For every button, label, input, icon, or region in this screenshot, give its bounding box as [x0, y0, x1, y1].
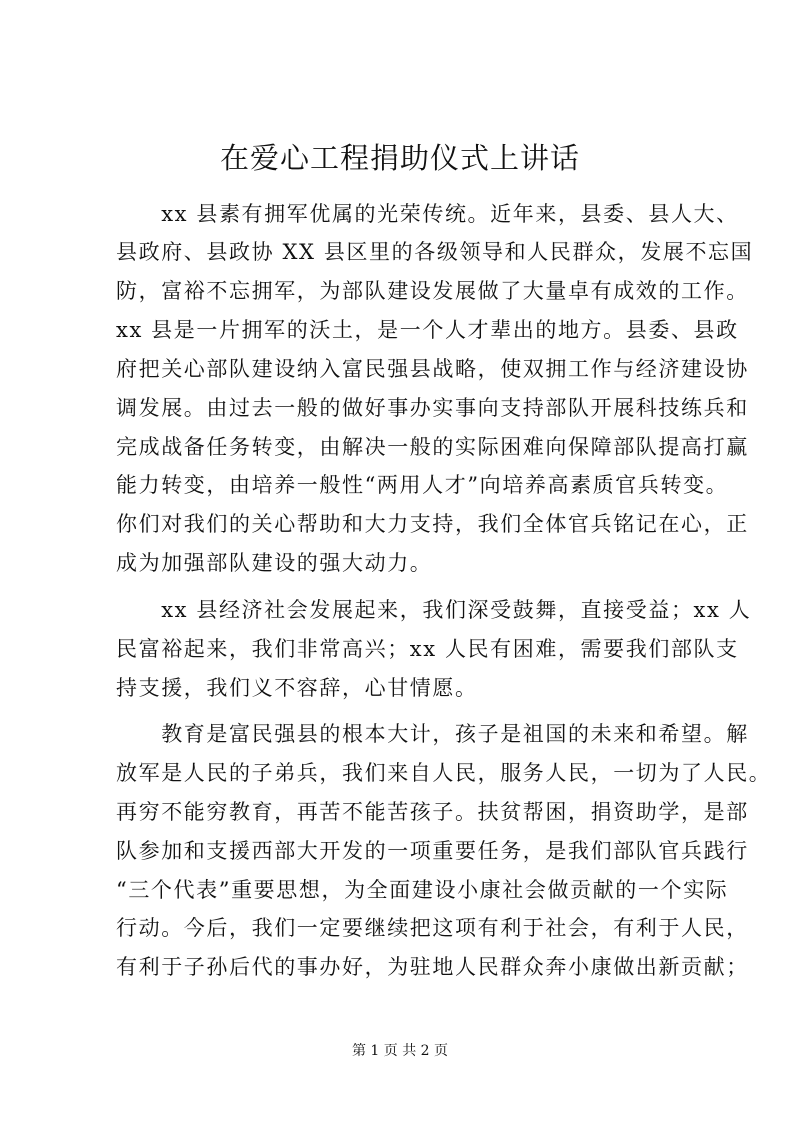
text-line: 完成战备任务转变，由解决一般的实际困难向保障部队提高打赢: [116, 435, 749, 459]
text-line: 调发展。由过去一般的做好事办实事向支持部队开展科技练兵和: [116, 396, 749, 420]
text-line: 县政府、县政协 XX 县区里的各级领导和人民群众，发展不忘国: [116, 240, 754, 264]
text-line: 民富裕起来，我们非常高兴；xx 人民有困难，需要我们部队支: [116, 637, 739, 661]
text-line: xx 县素有拥军优属的光荣传统。近年来，县委、县人大、: [116, 202, 739, 226]
text-line: 再穷不能穷教育，再苦不能苦孩子。扶贫帮困，捐资助学，是部: [116, 800, 749, 824]
text-line: “三个代表”重要思想，为全面建设小康社会做贡献的一个实际: [116, 878, 729, 902]
text-line: 成为加强部队建设的强大动力。: [116, 551, 433, 575]
text-line: 持支援，我们义不容辞，心甘情愿。: [116, 676, 478, 700]
text-line: 防，富裕不忘拥军，为部队建设发展做了大量卓有成效的工作。: [116, 279, 749, 303]
text-line: 府把关心部队建设纳入富民强县战略，使双拥工作与经济建设协: [116, 357, 749, 381]
text-line: 队参加和支援西部大开发的一项重要任务，是我们部队官兵践行: [116, 839, 749, 863]
text-line: 教育是富民强县的根本大计，孩子是祖国的未来和希望。解: [116, 722, 749, 746]
text-line: 放军是人民的子弟兵，我们来自人民，服务人民，一切为了人民。: [116, 761, 772, 785]
text-line: xx 县是一片拥军的沃土，是一个人才辈出的地方。县委、县政: [116, 318, 739, 342]
text-line: xx 县经济社会发展起来，我们深受鼓舞，直接受益；xx 人: [116, 598, 752, 622]
text-line: 你们对我们的关心帮助和大力支持，我们全体官兵铭记在心，正: [116, 512, 749, 536]
text-line: 能力转变，由培养一般性“两用人才”向培养高素质官兵转变。: [116, 473, 729, 497]
text-line: 行动。今后，我们一定要继续把这项有利于社会，有利于人民，: [116, 916, 749, 940]
document-title: 在爱心工程捐助仪式上讲话: [219, 141, 580, 175]
page-footer: 第 1 页 共 2 页: [351, 1043, 449, 1059]
text-line: 有利于子孙后代的事办好，为驻地人民群众奔小康做出新贡献；: [116, 955, 749, 979]
